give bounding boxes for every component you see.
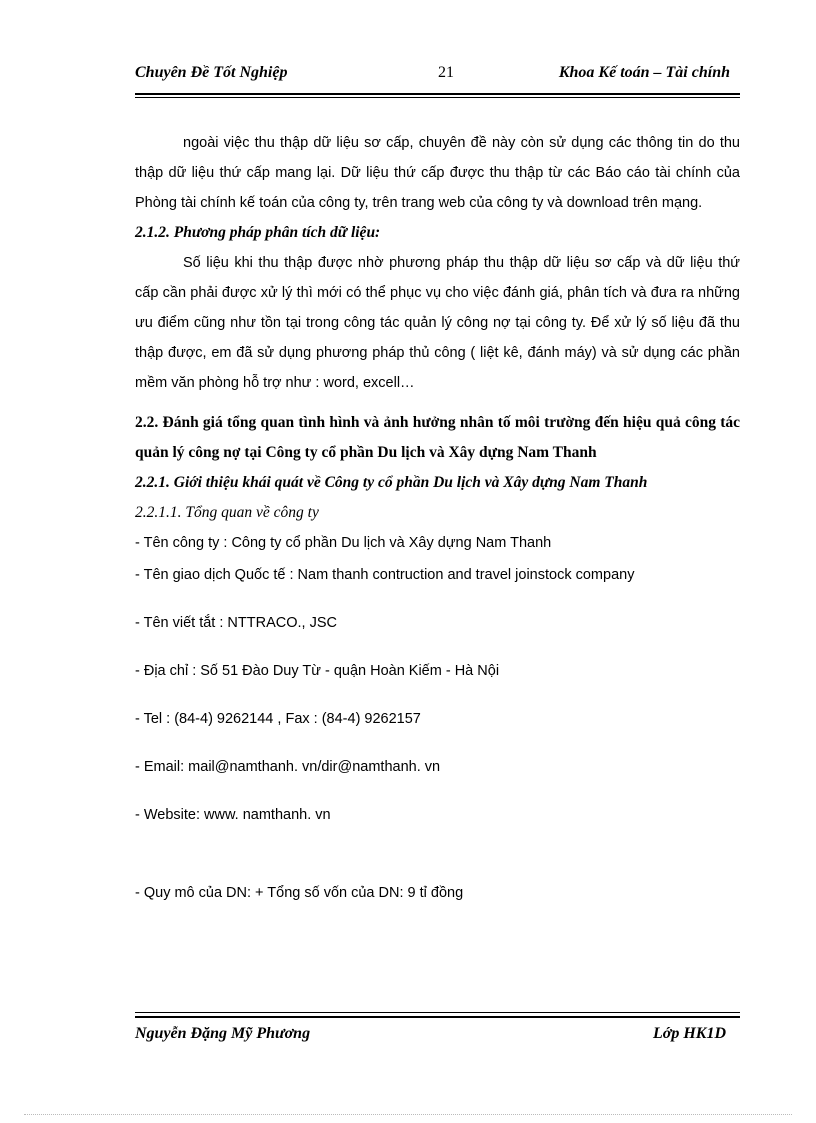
tel-fax-line: - Tel : (84-4) 9262144 , Fax : (84-4) 9262157: [135, 711, 421, 727]
paragraph-data-sources: ngoài việc thu thập dữ liệu sơ cấp, chuyên đề này còn sử dụng các thông tin do thu thập dữ liệu thứ cấp mang lại. Dữ liệu thứ cấp được thu thập từ các Báo cáo tài chính của Phòng tài chính kế toán của công ty, trên trang web của công ty và download trên mạng.: [135, 135, 740, 211]
abbreviation-line: - Tên viết tắt : NTTRACO., JSC: [135, 615, 337, 631]
email-line: - Email: mail@namthanh. vn/dir@namthanh. vn: [135, 759, 441, 775]
page-body: [135, 128, 740, 908]
page-number: 21: [438, 64, 454, 81]
heading-2-2: 2.2. Đánh giá tổng quan tình hình và ảnh hưởng nhân tố môi trường đến hiệu quả công tác quản lý công nợ tại Công ty cổ phần Du lịch và Xây dựng Nam Thanh: [135, 414, 740, 461]
trade-name-line: - Tên giao dịch Quốc tế : Nam thanh contruction and travel joinstock company: [135, 567, 635, 583]
header-department: Khoa Kế toán – Tài chính: [558, 64, 730, 81]
footer-rule-thick: [135, 1016, 740, 1018]
footer-rule-thin: [135, 1012, 740, 1013]
footer-author: Nguyễn Đặng Mỹ Phương: [135, 1025, 311, 1042]
heading-2-2-1-1: 2.2.1.1. Tổng quan về công ty: [135, 504, 319, 521]
header-title: Chuyên Đề Tốt Nghiệp: [135, 64, 288, 81]
footer-class: Lớp HK1D: [652, 1025, 726, 1042]
heading-2-1-2: 2.1.2. Phương pháp phân tích dữ liệu:: [135, 224, 381, 241]
company-name-line: - Tên công ty : Công ty cổ phần Du lịch và Xây dựng Nam Thanh: [135, 535, 552, 551]
website-line: - Website: www. namthanh. vn: [135, 807, 331, 823]
header-rule-thin: [135, 97, 740, 98]
address-line: - Địa chỉ : Số 51 Đào Duy Từ - quận Hoàn Kiếm - Hà Nội: [135, 663, 500, 679]
heading-2-2-1: 2.2.1. Giới thiệu khái quát về Công ty cổ phần Du lịch và Xây dựng Nam Thanh: [135, 474, 648, 491]
page-header: [135, 64, 740, 86]
paragraph-data-analysis: Số liệu khi thu thập được nhờ phương pháp thu thập dữ liệu sơ cấp và dữ liệu thứ cấp cần phải được xử lý thì mới có thể phục vụ cho việc đánh giá, phân tích và đưa ra những ưu điểm cũng như tồn tại trong công tác quản lý công nợ tại công ty. Để xử lý số liệu đã thu thập được, em đã sử dụng phương pháp thủ công ( liệt kê, đánh máy) và sử dụng các phần mềm văn phòng hỗ trợ như : word, excell…: [135, 255, 740, 391]
header-rule-thick: [135, 93, 740, 95]
page-footer: [135, 1025, 740, 1047]
company-scale-line: - Quy mô của DN: + Tổng số vốn của DN: 9 tỉ đồng: [135, 885, 464, 901]
page-edge-divider: [24, 1114, 792, 1115]
